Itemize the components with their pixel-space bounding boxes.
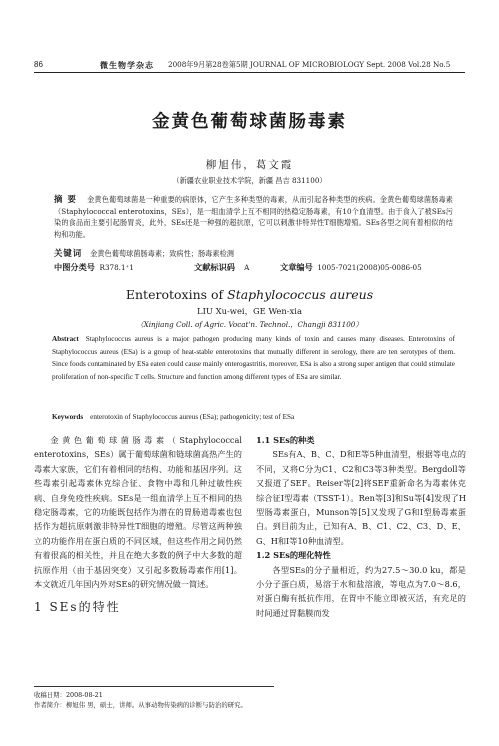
affiliation-cn: （新疆农业职业技术学院，新疆 昌吉 831100）: [172, 176, 327, 185]
paragraph-1-2: 各型SEs的分子量相近，约为27.5～30.0 ku，都是小分子蛋白质，易溶于水和盐溶液，等电点为7.0～8.6，对蛋白酶有抵抗作用，在胃中不能立即被灭活，有充足的时间通过胃黏膜而发: [256, 564, 466, 618]
clc-number: [54, 262, 134, 273]
keywords-cn-text: 金黄色葡萄球菌肠毒素；致病性；肠毒素检测: [90, 249, 234, 258]
abstract-cn-text: 金黄色葡萄球菌是一种重要的病原体，它产生多种类型的毒素，从而引起各种类型的疾病。金黄色葡萄球菌肠毒素（Staphylococcal enterotoxins，SEs），是一组血清学上互不相同的热稳定肠毒素，有10个血清型。由于食入了被SEs污染的食品而主要引起肠胃炎，此外，SEs还是一种强的超抗原，它可以刺激非特异性T细胞增殖。SEs各型之间有着相似的结构和功能。: [54, 195, 453, 239]
received-date: 收稿日期：2008-08-21: [34, 691, 103, 699]
keywords-cn-label: 关键词: [54, 248, 83, 258]
keywords-en-label: Keywords: [52, 413, 84, 421]
body-column-left: [34, 433, 242, 619]
author-bio: 作者简介：柳旭伟 男，硕士，讲师。从事动物传染病的诊断与防治的研究。: [34, 701, 247, 709]
authors-en: LIU Xu-wei，GE Wen-xia: [197, 306, 302, 316]
article-no-value: 1005-7021(2008)05-0086-05: [317, 263, 422, 272]
abstract-en: [52, 333, 455, 383]
keywords-en-text: enterotoxin of Staphylococcus aureus (ESa); pathogenicity; test of ESa: [90, 413, 295, 421]
keywords-cn: [54, 248, 453, 259]
paragraph-1-1: SEs有A、B、C、D和E等5种血清型，根据等电点的不同，又将C分为C1、C2和C3等3种类型。Bergdoll等又报道了SEF。Reiser等[2]将SEF重新命名为毒素休克综合征Ⅰ型毒素（TSST-1）。Ren等[3]和Su等[4]发现了H型肠毒素蛋白，Munson等[5]又发现了G和I型肠毒素蛋白。到目前为止，已知有A、B、C1、C2、C3、D、E、G、H和I等10种血清型。: [256, 449, 466, 546]
footnote: [34, 686, 274, 710]
affiliation-en: （Xinjiang Coll. of Agric. Vocat'n. Technol.，Changji 831100）: [136, 320, 363, 329]
section-heading-1: 1 SEs的特性: [34, 600, 121, 615]
doc-code-label: 文献标识码: [194, 262, 235, 272]
journal-name: 微生物学杂志: [100, 60, 154, 70]
article-no-label: 文章编号: [280, 262, 313, 272]
clc-label: 中图分类号: [54, 262, 95, 272]
title-en-italic: Staphylococcus aureus: [227, 287, 374, 302]
clc-value: R378.1⁺1: [99, 263, 134, 272]
abstract-en-text: Staphylococcus aureus is a major pathogen producing many kinds of toxin and causes many diseases. Enterotoxins of Staphylococcus aureus (ESa) is a group of heat-stable enterotoxins that mutually different in serology, there are ten serotypes of them. Since foods contaminated by ESa eaten could cause mainly enterogastritis, moreover, ESa is also a strong super antigen that could stimulate proliferation of non-specific T cells. Structure and function among different types of ESa are similar.: [52, 335, 455, 381]
journal-issue-info: 2008年9月第28卷第5期 JOURNAL OF MICROBIOLOGY Sept. 2008 Vol.28 No.5: [168, 60, 451, 69]
running-header: [34, 58, 465, 73]
page-number: 86: [34, 60, 43, 69]
subsection-heading-1-1: 1.1 SEs的种类: [256, 435, 315, 445]
abstract-en-label: Abstract: [52, 335, 79, 343]
article-number: [280, 262, 422, 273]
abstract-cn-label: 摘 要: [54, 194, 78, 204]
title-en-plain: Enterotoxins of: [125, 287, 228, 302]
authors-cn: 柳旭伟，葛文霞: [205, 159, 294, 171]
keywords-en: [52, 412, 455, 423]
article-title-en: [0, 287, 499, 303]
abstract-cn: [54, 194, 453, 240]
article-title-cn: 金黄色葡萄球菌肠毒素: [152, 112, 347, 132]
doc-code-value: A: [244, 263, 250, 272]
subsection-heading-1-2: 1.2 SEs的理化特性: [256, 550, 331, 561]
body-column-right: [256, 433, 466, 620]
intro-paragraph: 金黄色葡萄球菌肠毒素（Staphylococcal enterotoxins，SEs）属于葡萄球菌和链球菌高热产生的毒素大家族，它们有着相同的结构、功能和基因序列。这些毒素引起毒素休克综合征、食物中毒和几种过敏性疾病、自身免疫性疾病。SEs是一组血清学上互不相同的热稳定肠毒素，它的功能既包括作为潜在的胃肠道毒素也包括作为超抗原刺激非特异性T细胞的增殖。尽管这两种独立的功能作用在蛋白质的不同区域，但这些作用之间仍然有着很高的相关性，并且在绝大多数的例子中大多数的超抗原作用（由于基因突变）又引起多数肠毒素作用[1]。本文就近几年国内外对SEs的研究情况做一简述。: [34, 435, 242, 590]
doc-code: [194, 262, 249, 273]
